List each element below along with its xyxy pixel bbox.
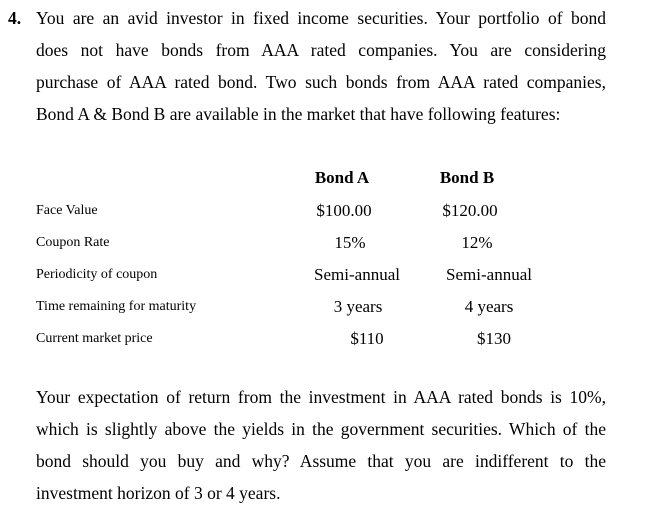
cell-bond-b-coupon-rate: 12% — [461, 233, 493, 252]
row-label-market-price: Current market price — [36, 331, 153, 346]
cell-bond-b-periodicity: Semi-annual — [446, 265, 532, 284]
question-intro-line: You are an avid investor in fixed income securities. Your portfolio of bond — [36, 8, 606, 28]
cell-bond-b-time-to-maturity: 4 years — [464, 297, 514, 316]
cell-bond-a-face-value: $100.00 — [316, 201, 372, 220]
question-number: 4. — [8, 8, 22, 28]
question-closing-line: bond should you buy and why? Assume that you are indifferent to the — [36, 451, 606, 471]
cell-bond-a-time-to-maturity: 3 years — [333, 297, 383, 316]
column-header-bond-a: Bond A — [314, 168, 370, 187]
question-closing-line: which is slightly above the yields in the government securities. Which of the — [36, 419, 606, 439]
question-intro-line: does not have bonds from AAA rated companies. You are considering — [36, 40, 606, 60]
question-closing-line: investment horizon of 3 or 4 years. — [36, 483, 281, 503]
row-label-coupon-rate: Coupon Rate — [36, 235, 110, 250]
row-label-time-to-maturity: Time remaining for maturity — [36, 299, 197, 314]
row-label-periodicity: Periodicity of coupon — [36, 267, 158, 282]
question-intro-line: purchase of AAA rated bond. Two such bonds from AAA rated companies, — [36, 72, 606, 92]
cell-bond-a-periodicity: Semi-annual — [314, 265, 400, 284]
row-label-face-value: Face Value — [36, 203, 98, 218]
question-intro-line: Bond A & Bond B are available in the market that have following features: — [36, 104, 561, 124]
question-closing-line: Your expectation of return from the investment in AAA rated bonds is 10%, — [36, 387, 606, 407]
cell-bond-a-market-price: $110 — [350, 329, 384, 348]
column-header-bond-b: Bond B — [439, 168, 495, 187]
cell-bond-a-coupon-rate: 15% — [334, 233, 366, 252]
cell-bond-b-market-price: $130 — [477, 329, 511, 348]
cell-bond-b-face-value: $120.00 — [442, 201, 498, 220]
